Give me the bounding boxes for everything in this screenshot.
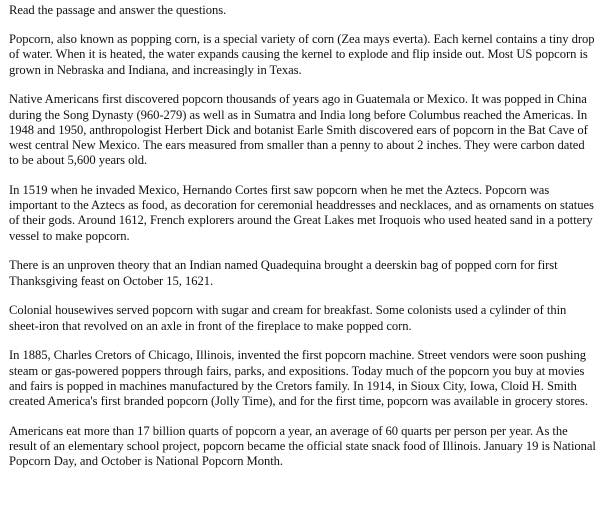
paragraph-popcorn-machine: In 1885, Charles Cretors of Chicago, Illinois, invented the first popcorn machine. Street vendors were soon pushing steam or gas-powered poppers through fairs, parks, and expositions. Today much of the popcorn you buy at movies and fairs is popped in machines manufactured by the Cretors family. In 1914, in Sioux City, Iowa, Cloid H. Smith created America's first branded popcorn (Jolly Time), and for the first time, popcorn was available in grocery stores. xyxy=(9,348,589,409)
instructions-text: Read the passage and answer the questions. xyxy=(9,3,227,17)
paragraph-consumption: Americans eat more than 17 billion quarts of popcorn a year, an average of 60 quarts per person per year. As the result of an elementary school project, popcorn became the official state snack food of Illinois. January 19 is National Popcorn Day, and October is National Popcorn Month. xyxy=(9,423,596,469)
paragraph-aztecs: In 1519 when he invaded Mexico, Hernando Cortes first saw popcorn when he met the Aztecs. Popcorn was important to the Aztecs as food, as decoration for ceremonial headdresses and necklaces, and as ornaments on statues of their gods. Around 1612, French explorers around the Great Lakes met Iroquois who used heated sand in a pottery vessel to make popcorn. xyxy=(9,183,594,243)
paragraph-definition: Popcorn, also known as popping corn, is a special variety of corn (Zea mays everta). Each kernel contains a tiny drop of water. When it is heated, the water expands causing the kernel to explode and flip inside out. Most US popcorn is grown in Nebraska and Indiana, and increasingly in Texas. xyxy=(9,32,595,77)
paragraph-colonial: Colonial housewives served popcorn with sugar and cream for breakfast. Some colonists used a cylinder of thin sheet-iron that revolved on an axle in front of the fireplace to make popped corn. xyxy=(9,303,567,333)
paragraph-origins: Native Americans first discovered popcorn thousands of years ago in Guatemala or Mexico. It was popped in China during the Song Dynasty (960-279) as well as in Sumatra and India long before Columbus reached the Americas. In 1948 and 1950, anthropologist Herbert Dick and botanist Earle Smith discovered ears of popcorn in the Bat Cave of west central New Mexico. The ears measured from smaller than a penny to about 2 inches. They were carbon dated to be about 5,600 years old. xyxy=(9,92,588,168)
paragraph-thanksgiving: There is an unproven theory that an Indian named Quadequina brought a deerskin bag of popped corn for first Thanksgiving feast on October 15, 1621. xyxy=(9,258,558,288)
